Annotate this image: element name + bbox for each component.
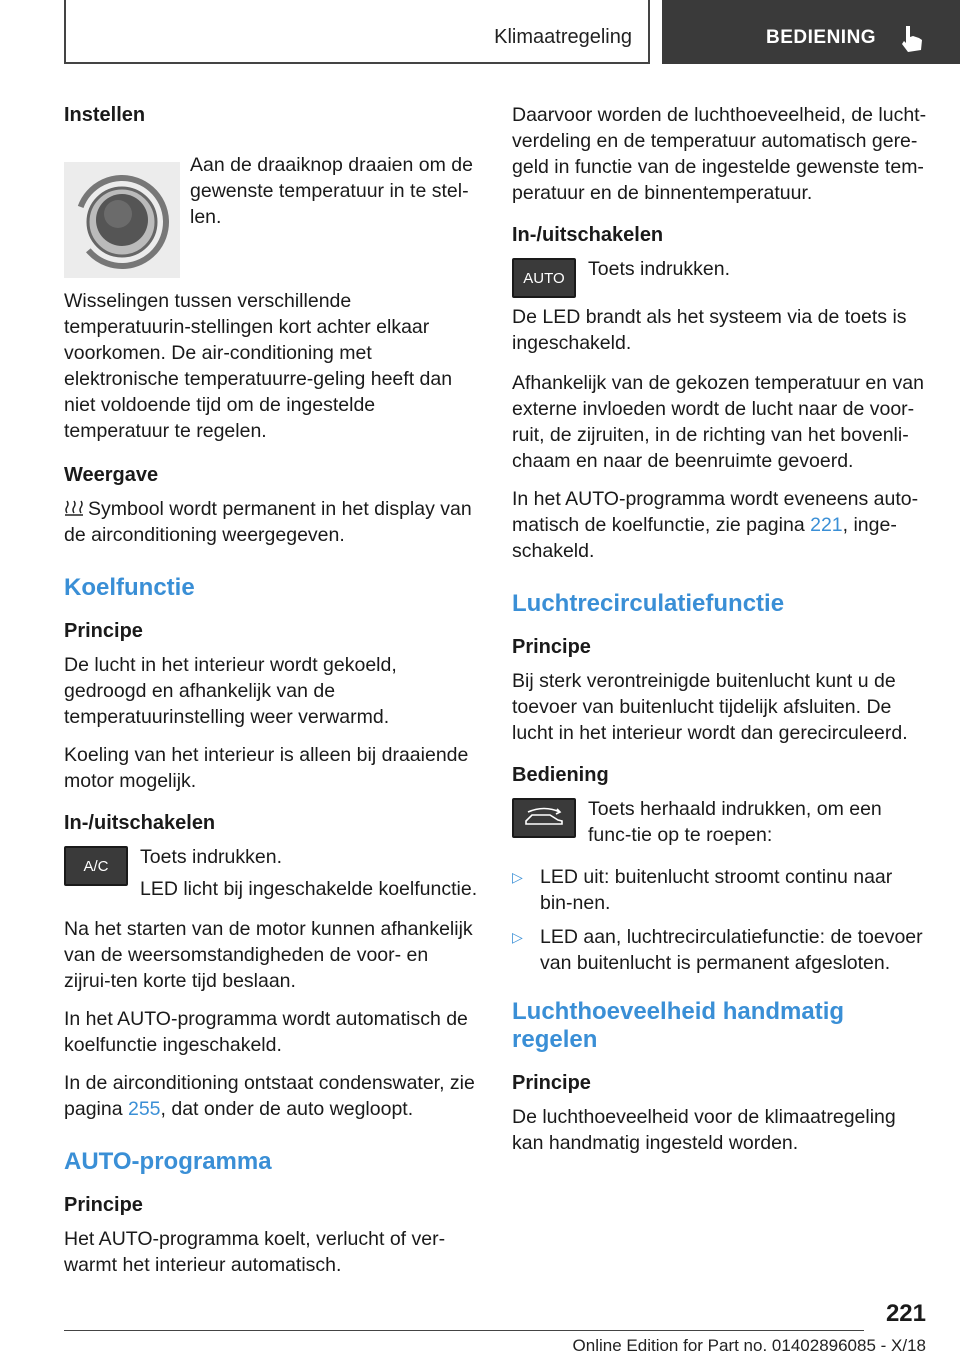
chapter-tab[interactable] [662, 0, 960, 64]
triangle-bullet-icon: ▷ [512, 869, 523, 885]
heading-auto-inuit: In-/uitschakelen [512, 224, 664, 246]
heading-koel-principe: Principe [64, 620, 143, 642]
footer-divider [64, 1330, 864, 1331]
afh-text: Afhankelijk van de gekozen temperatuur en van externe invloeden wordt de lucht naar de voor-ruit, de zijruiten, in de richting van het bovenli-chaam en naar de beenruimte gevoerd. [512, 372, 924, 472]
heading-hand-principe: Principe [512, 1072, 591, 1094]
triangle-bullet-icon: ▷ [512, 929, 523, 945]
chapter-tab-label: BEDIENING [766, 27, 877, 48]
heading-bediening: Bediening [512, 764, 609, 786]
hand-pointer-icon [896, 22, 930, 56]
instellen-text: Aan de draaiknop draaien om de gewenste temperatuur in te stel-len. [190, 154, 473, 228]
auto-principe-text: Het AUTO-programma koelt, verlucht of ver-warmt het interieur automatisch. [64, 1228, 446, 1276]
koel-inuit-2: LED licht bij ingeschakelde koelfunctie. [140, 878, 478, 900]
recirc-options-list [512, 864, 928, 976]
weergave-text: Symbool wordt permanent in het display van de airconditioning weergegeven. [64, 498, 472, 546]
rotary-knob-image [64, 162, 180, 278]
koel-text-5 [64, 1070, 480, 1122]
heading-luchthoeveelheid: Luchthoeveelheid handmatig regelen [512, 998, 845, 1053]
wissel-paragraph: Wisselingen tussen verschillende temperatuurin-stellingen kort achter elkaar voorkomen. De air-conditioning met elektronische temperatuurre-geling heeft dan niet voldoende tijd om de ingestelde temperatuur te regelen. [64, 290, 453, 442]
heading-auto-programma: AUTO-programma [64, 1148, 272, 1175]
bullet-text-2: LED aan, luchtrecirculatiefunctie: de toevoer van buitenlucht is permanent afgesloten. [540, 926, 923, 974]
heading-recirc-principe: Principe [512, 636, 591, 658]
hand-principe-text: De luchthoeveelheid voor de klimaatregeling kan handmatig ingesteld worden. [512, 1106, 896, 1154]
koel-text-4: In het AUTO-programma wordt automatisch de koelfunctie ingeschakeld. [64, 1008, 468, 1056]
left-column [64, 100, 480, 1290]
page-number: 221 [885, 1300, 926, 1327]
auto-koel-b: , inge-schakeld. [512, 514, 897, 562]
koel-principe-text: De lucht in het interieur wordt gekoeld, gedroogd en afhankelijk van de temperatuurinstelling weer verwarmd. [64, 654, 397, 728]
auto-koel-text [512, 486, 928, 564]
ac-button[interactable]: A/C [64, 846, 128, 886]
header-frame [64, 0, 650, 64]
right-column [512, 100, 928, 1168]
heading-recirculatie: Luchtrecirculatiefunctie [512, 590, 785, 617]
page-link-255[interactable]: 255 [127, 1098, 161, 1120]
auto-koel-a: In het AUTO-programma wordt eveneens auto-matisch de koelfunctie, zie pagina [512, 488, 919, 536]
heading-weergave: Weergave [64, 464, 159, 486]
heading-auto-principe: Principe [64, 1194, 143, 1216]
page-link-221[interactable]: 221 [810, 514, 843, 536]
recirc-row [512, 796, 928, 848]
list-item [512, 864, 928, 916]
bullet-text-1: LED uit: buitenlucht stroomt continu naar bin-nen. [540, 866, 893, 914]
heading-koel-inuit: In-/uitschakelen [64, 812, 216, 834]
bediening-text: Toets herhaald indrukken, om een func-tie op te roepen: [588, 798, 882, 846]
auto-inuit-1: Toets indrukken. [588, 258, 730, 280]
auto-text: Daarvoor worden de luchthoeveelheid, de lucht-verdeling en de temperatuur automatisch gere-geld in functie van de ingestelde gewenste tem-peratuur en de binnentemperatuur. [512, 104, 927, 204]
heading-koelfunctie: Koelfunctie [64, 574, 195, 601]
list-item [512, 924, 928, 976]
recirc-principe-text: Bij sterk verontreinigde buitenlucht kunt u de toevoer van buitenlucht tijdelijk afsluiten. De lucht in het interieur wordt dan gerecirculeerd. [512, 670, 908, 744]
koel-inuit-1: Toets indrukken. [140, 846, 282, 868]
koel-text-2: Koeling van het interieur is alleen bij draaiende motor mogelijk. [64, 744, 469, 792]
cooling-symbol-icon [64, 499, 84, 517]
ac-row [64, 844, 480, 902]
koel-text-3: Na het starten van de motor kunnen afhankelijk van de weersomstandigheden de voor- en zijrui-ten korte tijd beslaan. [64, 918, 473, 992]
recirculation-car-icon [522, 807, 566, 829]
weergave-paragraph [64, 496, 480, 548]
instellen-row [64, 136, 480, 278]
koel-text-5b: , dat onder de auto wegloopt. [160, 1098, 414, 1120]
section-title: Klimaatregeling [494, 26, 632, 48]
koel-text-5a: In de airconditioning ontstaat condenswater, zie pagina [64, 1072, 475, 1120]
heading-instellen: Instellen [64, 104, 146, 126]
edition-text: Online Edition for Part no. 01402896085 - X/18 [572, 1336, 926, 1355]
rotary-knob-icon [64, 162, 180, 278]
auto-row [512, 256, 928, 298]
auto-button[interactable]: AUTO [512, 258, 576, 298]
auto-inuit-2: De LED brandt als het systeem via de toets is ingeschakeld. [512, 306, 907, 354]
recirculation-button[interactable] [512, 798, 576, 838]
